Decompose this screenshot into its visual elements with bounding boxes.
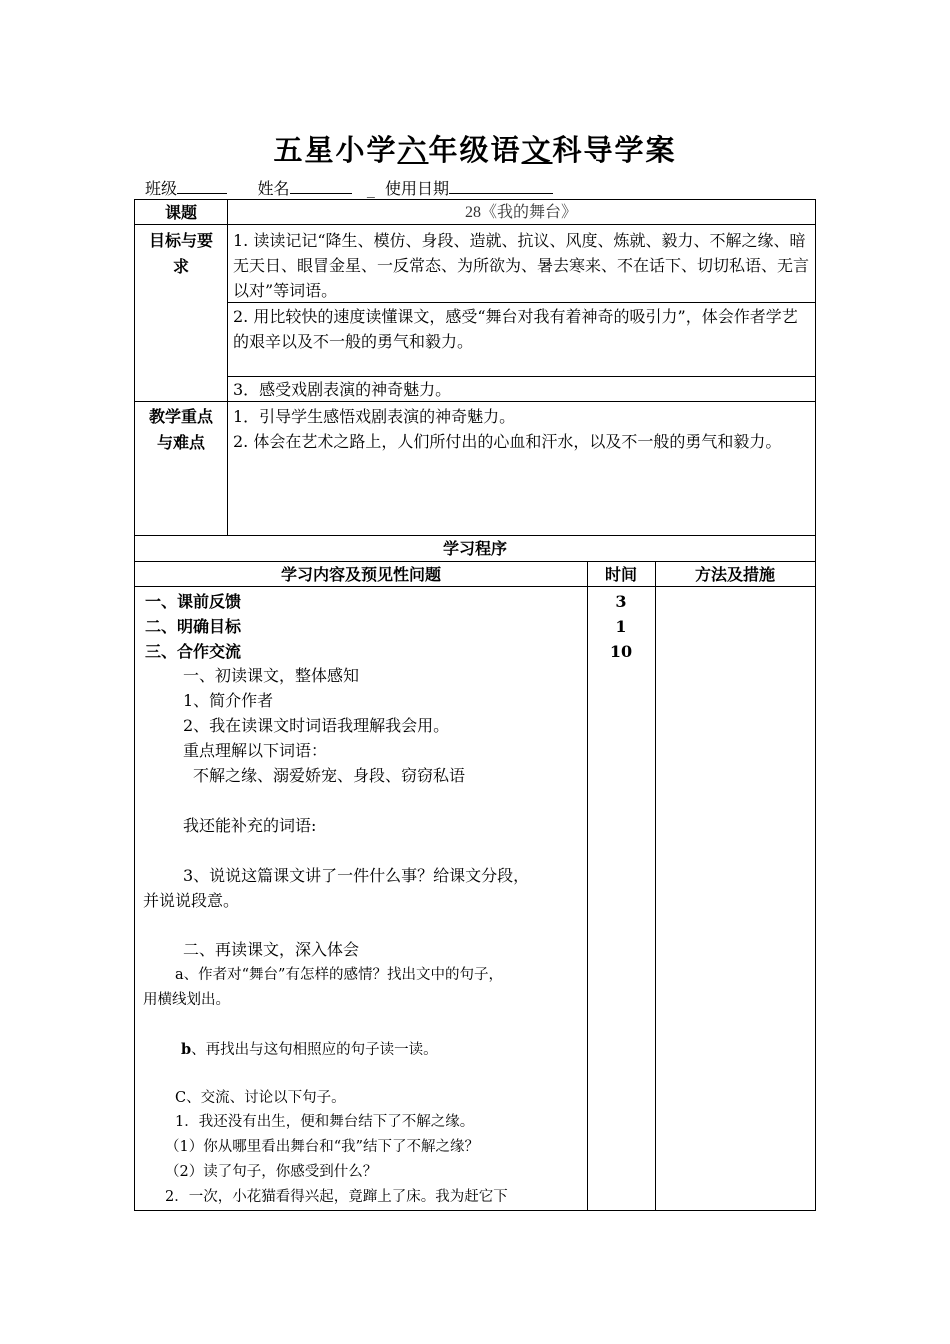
- section-2-b: b、再找出与这句相照应的句子读一读。: [181, 1041, 438, 1058]
- topic-label: 课题: [164, 203, 197, 222]
- focus-item-1: 1．引导学生感悟戏剧表演的神奇魅力。: [233, 407, 516, 426]
- date-blank[interactable]: [449, 178, 553, 194]
- section-2-heading: 二、再读课文，深入体会: [183, 940, 360, 959]
- goal-item-1: 1. 读读记记“降生、模仿、身段、造就、抗议、风度、炼就、毅力、不解之缘、暗无天日、眼冒金星、一反常态、为所欲为、暑去寒来、不在话下、切切私语、无言以对”等词语。: [233, 231, 810, 300]
- step-time-2: 1: [615, 617, 627, 636]
- step-time-1: 3: [615, 592, 627, 611]
- step-label-2: 二、明确目标: [145, 617, 242, 636]
- name-blank[interactable]: [290, 178, 352, 194]
- page-title: 五星小学六年级语文科导学案: [273, 133, 677, 167]
- focus-item-2: 2. 体会在艺术之路上，人们所付出的心血和汗水，以及不一般的勇气和毅力。: [233, 432, 782, 451]
- name-label: 姓名: [257, 179, 290, 198]
- column-method-header: 方法及措施: [694, 565, 775, 584]
- section-2-c-question-2: （2）读了句子，你感受到什么？: [165, 1164, 378, 1180]
- step-time-3: 10: [609, 642, 633, 661]
- section-2-a-line2: 用横线划出。: [143, 992, 230, 1008]
- student-info-line: 班级 姓名 _ 使用日期: [145, 176, 553, 199]
- section-2-c-sentence-1: 1．我还没有出生，便和舞台结下了不解之缘。: [175, 1114, 475, 1130]
- section-2-a-line1: a、作者对“舞台”有怎样的感情？找出文中的句子，: [175, 967, 503, 983]
- focus-label: 教学重点与难点: [149, 407, 214, 452]
- section-2-c-sentence-2: 2．一次，小花猫看得兴起，竟蹿上了床。我为赶它下: [165, 1189, 508, 1205]
- lesson-plan-table: [134, 199, 816, 1211]
- topic-value: 28《我的舞台》: [464, 204, 577, 221]
- goals-label: 目标与要求: [149, 231, 214, 276]
- section-1-item-1: 1、简介作者: [183, 691, 274, 710]
- section-1-heading: 一、初读课文，整体感知: [183, 666, 360, 685]
- class-label: 班级: [145, 179, 178, 198]
- section-1-item-6b: 并说说段意。: [143, 891, 240, 910]
- section-1-item-6a: 3、说说这篇课文讲了一件什么事？给课文分段，: [183, 866, 530, 885]
- section-1-extra-vocab: 我还能补充的词语:: [183, 816, 317, 835]
- column-content-header: 学习内容及预见性问题: [280, 565, 441, 584]
- section-1-item-2: 2、我在读课文时词语我理解我会用。: [183, 716, 450, 735]
- class-blank[interactable]: [177, 178, 227, 194]
- section-1-vocab: 不解之缘、溺爱娇宠、身段、窃窃私语: [193, 766, 466, 785]
- goal-item-2: 2. 用比较快的速度读懂课文，感受“舞台对我有着神奇的吸引力”，体会作者学艺的艰辛以及不一般的勇气和毅力。: [233, 307, 798, 351]
- section-2-c: C、交流、讨论以下句子。: [175, 1090, 346, 1106]
- date-label: 使用日期: [384, 179, 449, 198]
- step-label-3: 三、合作交流: [145, 642, 242, 661]
- section-2-c-question-1: （1）你从哪里看出舞台和“我”结下了不解之缘？: [165, 1139, 480, 1155]
- process-title: 学习程序: [442, 539, 507, 558]
- section-1-item-3: 重点理解以下词语：: [183, 741, 328, 760]
- column-time-header: 时间: [604, 565, 637, 584]
- step-label-1: 一、课前反馈: [145, 592, 242, 611]
- goal-item-3: 3．感受戏剧表演的神奇魅力。: [233, 380, 452, 399]
